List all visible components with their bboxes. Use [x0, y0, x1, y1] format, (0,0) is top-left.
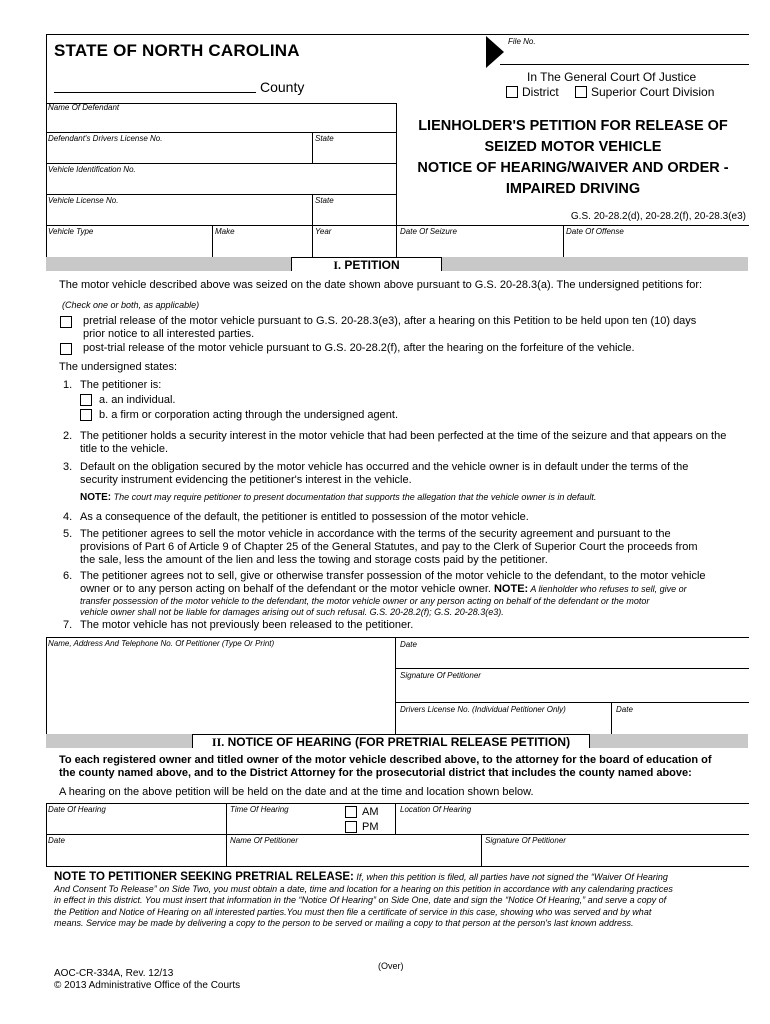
plate-state-label: State	[315, 196, 334, 205]
title-line-3: NOTICE OF HEARING/WAIVER AND ORDER -	[417, 160, 729, 176]
pretrial-checkbox[interactable]	[60, 316, 72, 328]
item-5	[80, 528, 698, 567]
petition-heading	[291, 257, 442, 271]
item-1-num: 1.	[63, 379, 73, 391]
item-2-num: 2.	[63, 430, 73, 442]
location-field[interactable]	[395, 803, 749, 834]
note-line5: means. Service may be made by delivering a copy to the person to be served or mailing a copy to that person at the person's last known address.	[54, 918, 634, 928]
item-3-line1: Default on the obligation secured by the motor vehicle has occurred and the vehicle owner is in default under the terms of the	[80, 461, 689, 473]
license-state-field[interactable]	[312, 132, 396, 163]
sig-pet-label: Signature Of Petitioner	[485, 836, 566, 845]
note-text: The court may require petitioner to present documentation that supports the allegation that the vehicle owner is in default.	[111, 492, 597, 502]
make-label: Make	[215, 227, 235, 236]
time-hearing-label: Time Of Hearing	[230, 805, 289, 814]
file-no-label: File No.	[508, 37, 536, 46]
pm-checkbox[interactable]	[345, 821, 357, 833]
location-label: Location Of Hearing	[400, 805, 472, 814]
petitioner-signature-label: Signature Of Petitioner	[400, 671, 481, 680]
item-5-line2: provisions of Part 6 of Article 9 of Chapter 25 of the General Statutes, and pay to the Clerk of Superior Court the proceeds from	[80, 541, 698, 553]
superior-label: Superior Court Division	[591, 85, 715, 99]
dl-label: Drivers License No. (Individual Petitioner Only)	[400, 705, 566, 714]
license-label: Defendant's Drivers License No.	[48, 134, 163, 143]
notice-addressees	[59, 754, 712, 780]
offense-field[interactable]	[563, 225, 749, 257]
check-note: (Check one or both, as applicable)	[62, 300, 200, 310]
addressees-line1: To each registered owner and titled owner of the motor vehicle described above, to the attorney for the board of education of	[59, 754, 712, 766]
district-checkbox[interactable]	[506, 86, 518, 98]
item-2-line2: title to the vehicle.	[80, 443, 169, 455]
petitioner-date-field[interactable]	[395, 637, 749, 667]
date-of-hearing-field[interactable]	[46, 803, 226, 834]
plate-field[interactable]	[46, 194, 312, 225]
signature-of-petitioner-field[interactable]	[481, 834, 749, 866]
item-3-line2: security instrument evidencing the petitioner's interest in the vehicle.	[80, 474, 412, 486]
option-pretrial	[83, 315, 696, 341]
option-posttrial: post-trial release of the motor vehicle pursuant to G.S. 20-28.2(f), after the hearing on the forfeiture of the vehicle.	[83, 342, 635, 354]
name-of-petitioner-field[interactable]	[226, 834, 481, 866]
offense-label: Date Of Offense	[566, 227, 624, 236]
time-of-hearing-field[interactable]	[226, 803, 342, 834]
item-5-line3: the sale, less the amount of the lien and less the towing and storage costs paid by the petitioner.	[80, 554, 548, 566]
year-field[interactable]	[312, 225, 396, 257]
petitioner-name-field[interactable]	[46, 637, 395, 734]
item-1b: b. a firm or corporation acting through the undersigned agent.	[99, 409, 399, 421]
opt1-line2: prior notice to all interested parties.	[83, 328, 255, 340]
item-3	[80, 461, 688, 487]
note-line4: the Petition and Notice of Hearing on all interested parties.You must then file a certificate of service in this case, showing who was served and by what	[54, 906, 652, 917]
plate-state-field[interactable]	[312, 194, 396, 225]
item-3-note	[80, 492, 596, 503]
form-number: AOC-CR-334A, Rev. 12/13	[54, 968, 174, 979]
item-6	[80, 570, 706, 618]
item-6-line3: transfer possession of the motor vehicle to the defendant, the motor vehicle owner or any person acting on behalf of the defendant or the motor	[80, 596, 650, 606]
superior-checkbox[interactable]	[575, 86, 587, 98]
item-4-num: 4.	[63, 511, 73, 523]
defendant-field[interactable]	[46, 103, 396, 132]
item-1: The petitioner is:	[80, 379, 162, 391]
item-1a: a. an individual.	[99, 394, 176, 406]
note-line2: And Consent To Release” on Side Two, you must obtain a date, time and location for a hearing on this petition in accordance with any calendaring practices	[54, 883, 673, 894]
title-line-2: SEIZED MOTOR VEHICLE	[484, 139, 662, 155]
county-line[interactable]	[54, 92, 256, 93]
petition-intro: The motor vehicle described above was seized on the date shown above pursuant to G.S. 20-28.3(a). The undersigned petitions for:	[59, 279, 703, 291]
pretrial-note	[54, 872, 750, 930]
form-title	[398, 116, 748, 200]
item-5-line1: The petitioner agrees to sell the motor vehicle in accordance with the terms of the security agreement and pursuant to the	[80, 528, 671, 540]
item-7-num: 7.	[63, 619, 73, 631]
court-label: In The General Court Of Justice	[527, 70, 697, 84]
item-4: As a consequence of the default, the petitioner is entitled to possession of the motor vehicle.	[80, 511, 529, 523]
individual-checkbox[interactable]	[80, 394, 92, 406]
item-6-line4: vehicle owner shall not be liable for damages arising out of such refusal. G.S. 20-28.2(f); G.S. 20-28.3(e3).	[80, 607, 504, 617]
item-2-line1: The petitioner holds a security interest in the motor vehicle that had been perfected at the time of the seizure and that appears on the	[80, 430, 727, 442]
notice-heading	[192, 734, 590, 748]
file-no-field[interactable]	[500, 64, 749, 65]
copyright: © 2013 Administrative Office of the Courts	[54, 980, 241, 991]
note-label: NOTE TO PETITIONER SEEKING PRETRIAL RELEASE:	[54, 871, 354, 883]
posttrial-checkbox[interactable]	[60, 343, 72, 355]
note-line3: in effect in this district. You must insert that information in the “Notice Of Hearing” on Side One, date and sign the “Notice Of Hearing,” and serve a copy of	[54, 895, 667, 905]
item-5-num: 5.	[63, 528, 73, 540]
year-label: Year	[315, 227, 332, 236]
over-label: (Over)	[378, 961, 404, 971]
hearing-statement: A hearing on the above petition will be held on the date and at the time and location shown below.	[59, 786, 534, 798]
item-6-line2: owner or to any person acting on behalf of the defendant or the motor vehicle owner.	[80, 583, 494, 595]
defendant-label: Name Of Defendant	[48, 103, 120, 112]
item-7: The motor vehicle has not previously been released to the petitioner.	[80, 619, 414, 631]
seizure-label: Date Of Seizure	[400, 227, 457, 236]
county-label: County	[260, 79, 305, 95]
item-6-note-label: NOTE:	[493, 583, 529, 595]
petitioner-name-label: Name, Address And Telephone No. Of Petitioner (Type Or Print)	[48, 639, 275, 648]
petitioner-signature-field[interactable]	[395, 668, 749, 702]
petitioner-date-label: Date	[400, 640, 417, 649]
heading-text: NOTICE OF HEARING (FOR PRETRIAL RELEASE PETITION)	[227, 735, 571, 749]
pm-label: PM	[362, 821, 379, 833]
heading-num: I.	[333, 258, 341, 272]
notice-date-field[interactable]	[46, 834, 226, 866]
heading-num: II.	[211, 735, 225, 749]
undersigned-states: The undersigned states:	[59, 361, 178, 373]
dl-date-field[interactable]	[611, 702, 749, 734]
name-pet-label: Name Of Petitioner	[230, 836, 299, 845]
am-checkbox[interactable]	[345, 806, 357, 818]
note-label: NOTE:	[80, 492, 112, 503]
heading-text: PETITION	[344, 258, 400, 272]
type-label: Vehicle Type	[48, 227, 94, 236]
type-field[interactable]	[46, 225, 212, 257]
corporation-checkbox[interactable]	[80, 409, 92, 421]
state-title: STATE OF NORTH CAROLINA	[54, 41, 300, 60]
notice-date-label: Date	[48, 836, 65, 845]
am-label: AM	[362, 806, 379, 818]
item-3-num: 3.	[63, 461, 73, 473]
statute-ref: G.S. 20-28.2(d), 20-28.2(f), 20-28.3(e3)	[570, 211, 746, 222]
vin-field[interactable]	[46, 163, 396, 194]
plate-label: Vehicle License No.	[48, 196, 119, 205]
district-label: District	[522, 85, 559, 99]
form-outer-border	[46, 34, 749, 35]
dl-field[interactable]	[395, 702, 611, 734]
dl-date-label: Date	[616, 705, 633, 714]
left-border	[46, 34, 47, 103]
license-state-label: State	[315, 134, 334, 143]
seizure-field[interactable]	[396, 225, 563, 257]
vin-label: Vehicle Identification No.	[48, 165, 136, 174]
addressees-line2: the county named above, and to the District Attorney for the prosecutorial district that includes the county named above:	[59, 767, 692, 779]
title-line-4: IMPAIRED DRIVING	[505, 181, 641, 197]
item-6-note-1: A lienholder who refuses to sell, give or	[528, 584, 687, 594]
date-hearing-label: Date Of Hearing	[48, 805, 106, 814]
note-line1: If, when this petition is filed, all parties have not signed the “Waiver Of Hearing	[353, 872, 668, 882]
make-field[interactable]	[212, 225, 312, 257]
item-6-line1: The petitioner agrees not to sell, give or otherwise transfer possession of the motor vehicle to the defendant, to the motor vehicle	[80, 570, 706, 582]
item-6-num: 6.	[63, 570, 73, 582]
opt1-line1: pretrial release of the motor vehicle pursuant to G.S. 20-28.3(e3), after a hearing on this Petition to be held upon ten (10) days	[83, 315, 697, 327]
title-line-1: LIENHOLDER'S PETITION FOR RELEASE OF	[418, 118, 728, 134]
line	[46, 866, 749, 867]
license-field[interactable]	[46, 132, 312, 163]
item-2	[80, 430, 726, 456]
